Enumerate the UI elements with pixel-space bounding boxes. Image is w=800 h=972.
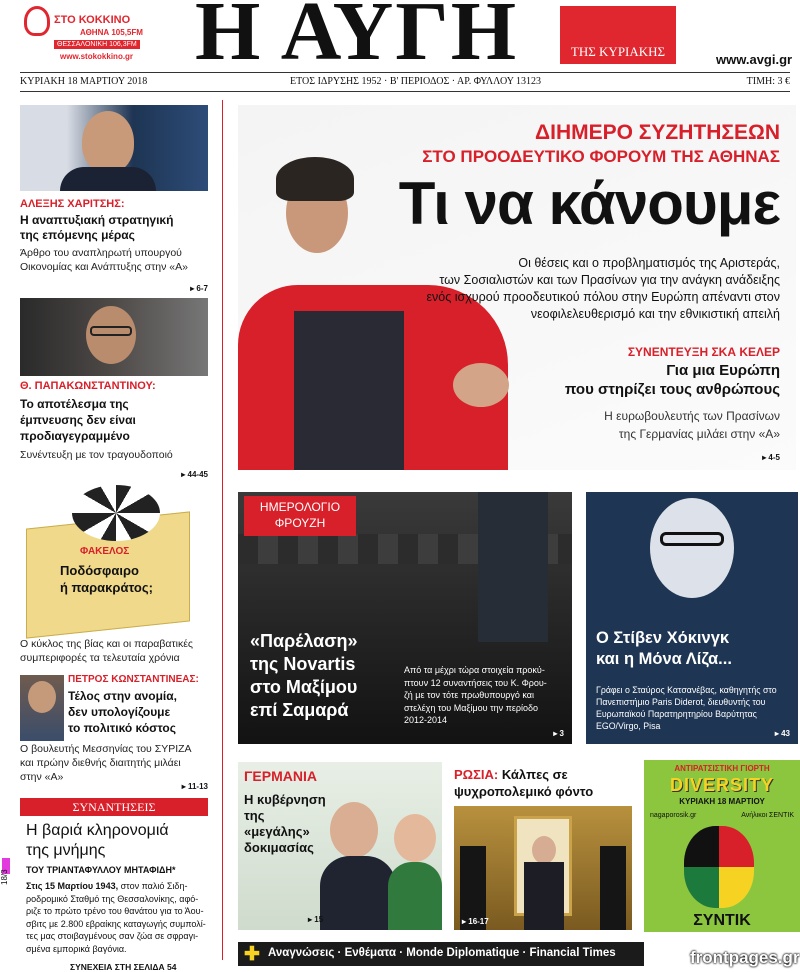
- russia-page-ref[interactable]: ▸ 16-17: [462, 917, 489, 926]
- meetings-banner-label: ΣΥΝΑΝΤΗΣΕΙΣ: [72, 800, 156, 814]
- hawking-body: [596, 684, 777, 732]
- watermark: frontpages.gr: [690, 948, 800, 967]
- hero-portrait-shirt: [294, 311, 404, 470]
- radio-frequency-thess: ΘΕΣΣΑΛΟΝΙΚΗ 106,3FM: [54, 40, 140, 49]
- germany-headline[interactable]: [244, 792, 326, 856]
- story3-kicker: ΦΑΚΕΛΟΣ: [80, 546, 130, 557]
- interview-headline-1[interactable]: Για μια Ευρώπη: [666, 362, 780, 379]
- festival-ad[interactable]: [644, 760, 800, 932]
- story3-body-1: Ο κύκλος της βίας και οι παραβατικές: [20, 638, 193, 650]
- hero-body-line-3: ενός ισχυρού προοδευτικού πόλου στην Ευρώπη απέναντι στον: [426, 290, 780, 304]
- story5-body-line-5: τες μας στοιβαγμένους σαν ζώα σε σφραγι-: [26, 931, 199, 941]
- story5-body-line-4: σβιτς με 2.800 εβραίκης καταγωγής συμπολί-: [26, 918, 206, 929]
- germany-headline-1: Η κυβέρνηση: [244, 792, 326, 807]
- hero-kicker-2: ΣΤΟ ΠΡΟΟΔΕΥΤΙΚΟ ΦΟΡΟΥΜ ΤΗΣ ΑΘΗΝΑΣ: [422, 147, 780, 166]
- germany-portrait-suit: [320, 856, 396, 930]
- germany-headline-3: «μεγάλης»: [244, 824, 310, 839]
- story4-kicker: ΠΕΤΡΟΣ ΚΩΝΣΤΑΝΤΙΝΕΑΣ:: [68, 674, 199, 685]
- story5-body-line-3: ριζε το πρώτο τρένο του θανάτου για το Άου-: [26, 906, 204, 916]
- novartis-body-3: ζή με τον τότε πρωθυπουργό και: [404, 690, 534, 700]
- story1-photo[interactable]: [20, 105, 208, 191]
- portrait-face: [28, 681, 56, 713]
- issue-price: ΤΙΜΗ: 3 €: [746, 76, 790, 87]
- face-illustration: [684, 826, 754, 908]
- story2-kicker: Θ. ΠΑΠΑΚΩΝΣΤΑΝΤΙΝΟΥ:: [20, 380, 156, 392]
- festival-title: DIVERSITY: [669, 775, 775, 795]
- story2-headline-3[interactable]: προδιαγεγραμμένο: [20, 429, 130, 443]
- germany-portrait-man[interactable]: [330, 802, 378, 858]
- hero-body-line-4: νεοφιλελευθερισμό και την εθνικιστική απειλή: [530, 307, 780, 321]
- novartis-body-1: Από τα μέχρι τώρα στοιχεία προκύ-: [404, 665, 545, 675]
- germany-portrait-woman: [394, 814, 436, 862]
- issue-date: ΚΥΡΙΑΚΗ 18 ΜΑΡΤΙΟΥ 2018: [20, 76, 148, 87]
- novartis-section: [238, 492, 572, 744]
- story2-headline-2[interactable]: έμπνευσης δεν είναι: [20, 413, 136, 427]
- story1-page-ref[interactable]: ▸ 6-7: [190, 284, 208, 293]
- hawking-body-1: Γράφει ο Σταύρος Κατσανέβας, καθηγητής στο: [596, 685, 777, 695]
- novartis-body-5: 2012-2014: [404, 715, 448, 725]
- glasses-icon: [660, 532, 724, 546]
- novartis-body: [404, 664, 547, 727]
- dateline-bar: [20, 72, 790, 92]
- festival-sub-2: Ανήλικοι ΣΕΝΤΙΚ: [741, 812, 794, 819]
- diary-badge-line-1: ΗΜΕΡΟΛΟΓΙΟ: [259, 500, 341, 514]
- story1-body-2: Οικονομίας και Ανάπτυξης στην «Α»: [20, 261, 188, 273]
- site-url[interactable]: www.avgi.gr: [716, 52, 793, 67]
- hawking-headline-2: και η Μόνα Λίζα...: [596, 650, 732, 668]
- story5-body: [26, 880, 208, 955]
- story4-headline-3[interactable]: το πολιτικό κόστος: [68, 721, 176, 735]
- hawking-body-3: Ευρωπαϊκού Παρατηρητηρίου Βαρύτητας: [596, 709, 757, 719]
- hawking-body-2: Πανεπιστήμιο Paris Diderot, διευθυντής του: [596, 697, 766, 707]
- story4-headline-1[interactable]: Τέλος στην ανομία,: [68, 689, 177, 703]
- hero-body-line-1: Οι θέσεις και ο προβληματισμός της Αριστεράς,: [518, 256, 780, 270]
- germany-kicker: ΓΕΡΜΑΝΙΑ: [244, 768, 317, 784]
- hero-headline[interactable]: Τι να κάνουμε: [398, 170, 780, 237]
- side-tab-label: 18/3: [0, 869, 9, 885]
- festival-date: ΚΥΡΙΑΚΗ 18 ΜΑΡΤΙΟΥ: [679, 797, 765, 806]
- hero-portrait-hand: [453, 363, 509, 407]
- russia-portrait-face: [532, 836, 556, 864]
- column-divider: [222, 100, 223, 960]
- russia-headline-2: ψυχροπολεμικό φόντο: [454, 784, 594, 799]
- supplements-bar[interactable]: [238, 942, 644, 966]
- radio-frequency: ΑΘΗΝΑ 105,5FM: [80, 28, 143, 37]
- story3-headline-2[interactable]: ή παρακράτος;: [60, 580, 153, 595]
- novartis-headline-4: επί Σαμαρά: [250, 700, 349, 720]
- novartis-headline[interactable]: [250, 630, 358, 722]
- interview-body-1: Η ευρωβουλευτής των Πρασίνων: [604, 409, 780, 423]
- novartis-headline-1: «Παρέλαση»: [250, 631, 358, 651]
- newspaper-title: Η ΑΥΓΗ: [195, 0, 519, 78]
- story4-body-3: στην «Α»: [20, 771, 64, 783]
- story4-photo[interactable]: [20, 675, 64, 741]
- novartis-body-2: πτουν 12 συναντήσεις του Κ. Φρου-: [404, 677, 547, 688]
- hero-kicker-1: ΔΙΗΜΕΡΟ ΣΥΖΗΤΗΣΕΩΝ: [535, 121, 780, 144]
- story2-body: Συνέντευξη με τον τραγουδοποιό: [20, 449, 173, 461]
- meetings-banner: [20, 798, 208, 816]
- russia-section: [452, 762, 634, 930]
- germany-headline-4: δοκιμασίας: [244, 840, 314, 855]
- hero-body-line-2: των Σοσιαλιστών και των Πρασίνων για την ανάγκη ανάδειξης: [439, 273, 780, 287]
- story4-body-1: Ο βουλευτής Μεσσηνίας του ΣΥΡΙΖΑ: [20, 743, 192, 755]
- germany-portrait-jacket: [388, 862, 442, 930]
- russia-portrait-suit: [524, 862, 564, 930]
- story3-headline-1[interactable]: Ποδόσφαιρο: [60, 563, 139, 578]
- story4-headline-2[interactable]: δεν υπολογίζουμε: [68, 705, 171, 719]
- guard-right: [600, 846, 626, 930]
- russia-kicker: ΡΩΣΙΑ:: [454, 767, 499, 782]
- germany-section: [238, 762, 442, 930]
- hawking-section: [586, 492, 798, 744]
- radio-name: ΣΤΟ ΚΟΚΚΙΝΟ: [54, 14, 131, 26]
- masthead: [0, 0, 800, 78]
- story5-author: ΤΟΥ ΤΡΙΑΝΤΑΦΥΛΛΟΥ ΜΗΤΑΦΙΔΗ*: [26, 865, 176, 875]
- novartis-page-ref[interactable]: ▸ 3: [553, 729, 564, 738]
- story5-body-lead: Στις 15 Μαρτίου 1943,: [26, 881, 119, 891]
- story1-headline-2[interactable]: της επόμενης μέρας: [20, 228, 135, 242]
- hawking-body-4: EGO/Virgo, Pisa: [596, 721, 661, 731]
- novartis-body-4: στελέχη του Μαξίμου την περίοδο: [404, 702, 538, 713]
- hero-page-ref[interactable]: ▸ 4-5: [762, 453, 780, 462]
- figure-silhouette: [478, 492, 548, 642]
- russia-headline-1: Κάλπες σε: [498, 767, 568, 782]
- story4-body-2: και πρώην διεθνής διαιτητής μιλάει: [20, 757, 181, 769]
- story2-page-ref[interactable]: ▸ 44-45: [181, 470, 208, 479]
- story5-headline-1[interactable]: Η βαριά κληρονομιά: [26, 822, 169, 839]
- hero-body: [426, 255, 780, 323]
- story2-photo[interactable]: [20, 298, 208, 376]
- story4-page-ref[interactable]: ▸ 11-13: [181, 782, 208, 791]
- story3-body-2: συμπεριφορές τα τελευταία χρόνια: [20, 652, 180, 664]
- sunday-edition-label: ΤΗΣ ΚΥΡΙΑΚΗΣ: [570, 44, 666, 59]
- hero-portrait-hair: [276, 157, 354, 201]
- hawking-headline[interactable]: [596, 628, 732, 670]
- diary-badge-line-2: ΦΡΟΥΖΗ: [274, 516, 326, 530]
- festival-top: ΑΝΤΙΡΑΤΣΙΣΤΙΚΗ ΓΙΟΡΤΗ: [674, 764, 770, 773]
- interview-kicker: ΣΥΝΕΝΤΕΥΞΗ ΣΚΑ ΚΕΛΕΡ: [627, 345, 780, 359]
- interview-headline-2[interactable]: που στηρίζει τους ανθρώπους: [564, 381, 780, 398]
- novartis-headline-3: στο Μαξίμου: [250, 677, 358, 697]
- russia-photo[interactable]: [454, 806, 632, 930]
- story5-headline-2[interactable]: της μνήμης: [26, 842, 106, 859]
- portrait-face: [82, 111, 134, 173]
- festival-bottom: ΣΥΝΤΙΚ: [693, 912, 751, 929]
- hawking-headline-1: Ο Στίβεν Χόκινγκ: [596, 629, 730, 647]
- story5-continue[interactable]: ΣΥΝΕΧΕΙΑ ΣΤΗ ΣΕΛΙΔΑ 54: [70, 962, 177, 972]
- football-icon: [72, 485, 160, 541]
- issue-info: ΕΤΟΣ ΙΔΡΥΣΗΣ 1952 · Β' ΠΕΡΙΟΔΟΣ · ΑΡ. ΦΥΛΛΟΥ 13123: [290, 76, 542, 87]
- story1-body-1: Άρθρο του αναπληρωτή υπουργού: [20, 247, 182, 259]
- hero-section: [238, 105, 796, 470]
- radio-url: www.stokokkino.gr: [60, 52, 134, 61]
- story2-headline-1[interactable]: Το αποτέλεσμα της: [20, 397, 129, 411]
- germany-page-ref[interactable]: ▸ 15: [308, 915, 324, 924]
- germany-headline-2: της: [244, 808, 265, 823]
- hawking-page-ref[interactable]: ▸ 43: [774, 729, 790, 738]
- radio-logo[interactable]: [24, 4, 144, 62]
- interview-body-2: της Γερμανίας μιλάει στην «Α»: [618, 427, 780, 441]
- festival-sub-1: nagaporosik.gr: [650, 812, 697, 819]
- novartis-headline-2: της Novartis: [250, 654, 356, 674]
- diary-badge: [244, 496, 356, 536]
- glasses-icon: [90, 326, 132, 336]
- story1-kicker: ΑΛΕΞΗΣ ΧΑΡΙΤΣΗΣ:: [20, 198, 125, 210]
- russia-headline[interactable]: [454, 766, 593, 800]
- story5-body-line-2: ροδρομικό Σταθμό της Θεσσαλονίκης, αφό-: [26, 893, 199, 904]
- story5-body-line-6: σμένα εμπορικά βαγόνια.: [26, 943, 127, 954]
- microphone-icon: [24, 6, 50, 36]
- portrait-suit: [60, 167, 156, 191]
- story1-headline-1[interactable]: Η αναπτυξιακή στρατηγική: [20, 213, 174, 227]
- hawking-portrait[interactable]: [650, 498, 734, 598]
- left-column: [20, 100, 210, 970]
- story5-body-line-1: στον παλιό Σιδη-: [118, 881, 188, 891]
- sunday-edition-box: [560, 6, 676, 64]
- plus-icon: ✚: [244, 944, 260, 965]
- supplements-list: Αναγνώσεις · Ενθέματα · Monde Diplomatique · Financial Times: [268, 947, 616, 959]
